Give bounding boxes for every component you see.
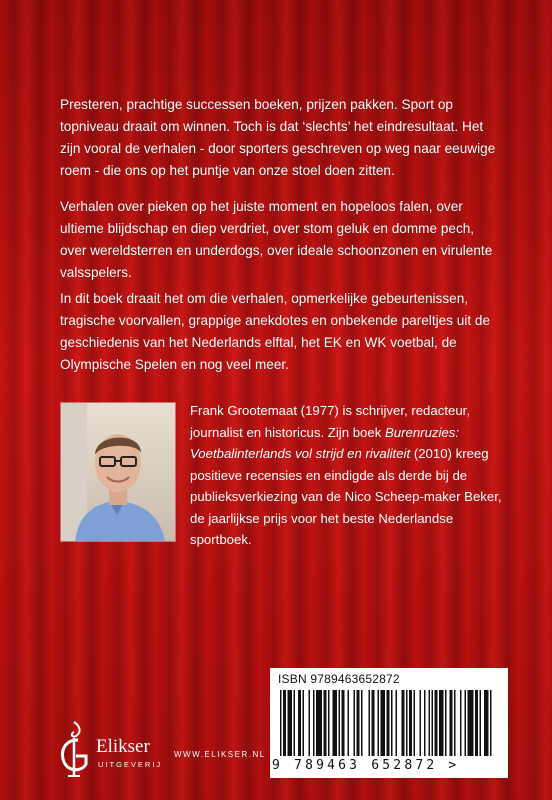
- barcode-bar: [424, 690, 426, 756]
- blurb-paragraph-2: Verhalen over pieken op het juiste moment en hopeloos falen, over ultieme blijdschap en diep verdriet, over stom geluk en domme pech, over wereldsterren en underdogs, over ideale schoonzonen en virulente valsspelers.: [60, 199, 493, 280]
- barcode-bar: [309, 690, 311, 756]
- publisher-logo: [56, 718, 196, 778]
- barcode-bar: [435, 690, 438, 756]
- barcode-bar: [303, 690, 305, 756]
- publisher-name: Elikser: [96, 736, 150, 757]
- barcode-bar: [313, 690, 315, 756]
- barcode-bar: [324, 690, 327, 756]
- barcode-bar: [490, 690, 492, 756]
- barcode-bar: [409, 690, 412, 756]
- barcode-bar: [387, 690, 390, 756]
- barcode-bar: [475, 690, 478, 756]
- author-bio: [190, 400, 510, 551]
- barcode-bar: [328, 690, 330, 756]
- barcode-bar: [333, 690, 338, 756]
- barcode-bar: [450, 690, 453, 756]
- barcode-bar: [439, 690, 444, 756]
- barcode-bar: [280, 690, 282, 756]
- barcode-bar: [298, 690, 301, 756]
- bio-book-title: Burenruzies: Voetbalinterlands vol strijd en rivaliteit: [190, 424, 460, 461]
- barcode-bar: [288, 690, 293, 756]
- barcode-bar: [342, 690, 345, 756]
- barcode-bar: [378, 690, 380, 756]
- barcode-bar: [460, 690, 462, 756]
- barcode-bar: [429, 690, 431, 756]
- barcode-icon: [278, 690, 500, 758]
- barcode-bar: [348, 690, 350, 756]
- barcode-bar: [445, 690, 447, 756]
- barcode-bar: [391, 690, 393, 756]
- barcode-digits: 9 789463 652872 >: [272, 758, 460, 773]
- barcode-bar: [468, 690, 474, 756]
- barcode-bar: [283, 690, 286, 756]
- barcode-bar: [432, 690, 434, 756]
- barcode-bar: [454, 690, 456, 756]
- blurb-paragraph-1: Presteren, prachtige successen boeken, prijzen pakken. Sport op topniveau draait om winnen. Toch is dat ‘slechts’ het eindresultaat. Het zijn vooral de verhalen - door sporters geschreven op weg naar eeuwige roem - die ons op het puntje van onze stoel doen zitten.: [60, 97, 496, 178]
- barcode-bar: [316, 690, 322, 756]
- barcode-bar: [406, 690, 408, 756]
- barcode-bar: [381, 690, 386, 756]
- isbn-label: ISBN 9789463652872: [278, 672, 400, 686]
- barcode-bar: [354, 690, 356, 756]
- barcode-bar: [361, 690, 363, 756]
- barcode-bar: [484, 690, 489, 756]
- barcode-bar: [294, 690, 296, 756]
- publisher-subtitle: UITGEVERIJ: [98, 760, 163, 769]
- isbn-barcode-box: [270, 668, 508, 778]
- elikser-emblem-icon: [56, 718, 94, 778]
- blurb-paragraph-3: In dit boek draait het om die verhalen, opmerkelijke gebeurtenissen, tragische voorvallen, grappige anekdotes en onbekende pareltjes uit de geschiedenis van het Nederlands elftal, het EK en WK voetbal, de Olympische Spelen en nog veel meer.: [60, 291, 491, 372]
- barcode-bar: [402, 690, 405, 756]
- barcode-bar: [480, 690, 482, 756]
- barcode-bar: [339, 690, 341, 756]
- barcode-bar: [369, 690, 371, 756]
- author-portrait-icon: [61, 403, 175, 541]
- publisher-website[interactable]: WWW.ELIKSER.NL: [174, 750, 266, 759]
- bio-rest: (2010) kreeg positieve recensies en eindigde als derde bij de publieksverkiezing van de Nico Scheep-maker Beker, de jaarlijkse prijs voor het beste Nederlandse sportboek.: [190, 446, 502, 547]
- barcode-bar: [465, 690, 467, 756]
- barcode-bar: [420, 690, 422, 756]
- barcode-bar: [396, 690, 398, 756]
- barcode-bar: [357, 690, 360, 756]
- barcode-bar: [372, 690, 375, 756]
- barcode-bar: [414, 690, 416, 756]
- bio-intro: Frank Grootemaat (1977) is schrijver, redacteur, journalist en historicus. Zijn boek: [190, 403, 470, 440]
- author-photo: [60, 402, 176, 542]
